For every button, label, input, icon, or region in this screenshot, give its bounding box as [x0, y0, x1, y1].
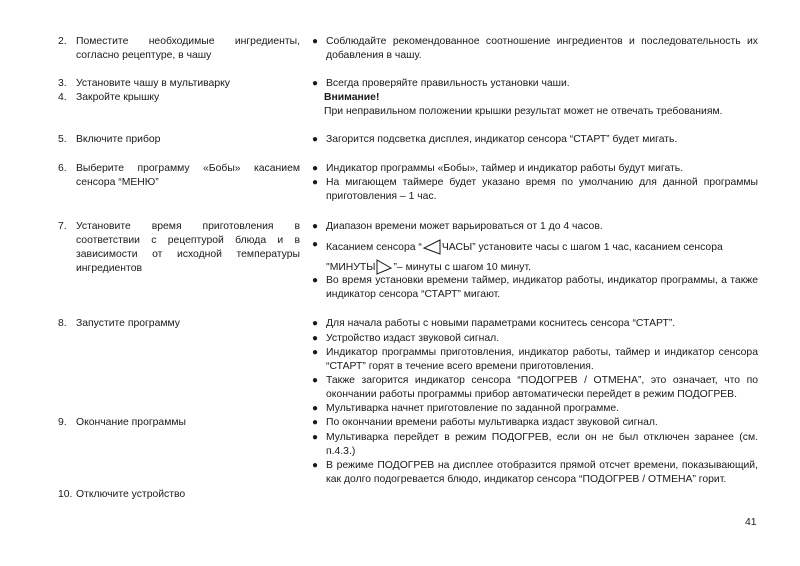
note-keep-warm-mode	[312, 431, 758, 459]
note-text: На мигающем таймере будет указано время по умолчанию для данной программы приготовления – 1 час.	[326, 177, 758, 202]
bullet-icon: ●	[312, 460, 319, 471]
bullet-icon: ●	[312, 275, 319, 286]
note-text-part: Касанием сенсора “	[326, 242, 422, 253]
note-display	[312, 133, 758, 147]
step-2	[58, 35, 300, 63]
bullet-icon: ●	[312, 333, 319, 344]
bullet-icon: ●	[312, 417, 319, 428]
note-text: Устройство издаст звуковой сигнал.	[326, 333, 500, 344]
step-6	[58, 162, 300, 190]
note-keep-warm-indicator	[312, 374, 758, 402]
note-bowl-check	[312, 77, 758, 91]
note-keep-warm-timer	[312, 459, 758, 487]
note-text: Индикатор программы «Бобы», таймер и индикатор работы будут мигать.	[326, 163, 684, 174]
note-beep	[312, 332, 758, 346]
page-number: 41	[745, 517, 757, 528]
note-text-part: "МИНУТЫ	[326, 262, 376, 273]
note-hours-minutes	[312, 238, 758, 278]
step-text: Окончание программы	[76, 417, 186, 428]
bullet-icon: ●	[312, 403, 319, 414]
step-text: Установите время приготовления в соответствии с рецептурой блюда и в зависимости от исходной температуры ингредиентов	[76, 221, 300, 274]
note-indicators-on	[312, 346, 758, 374]
note-setting-blink	[312, 274, 758, 302]
note-text-part: ЧАСЫ” установите часы с шагом 1 час, касанием сенсора	[441, 242, 723, 253]
step-text: Выберите программу «Бобы» касанием сенсора “МЕНЮ”	[76, 163, 300, 188]
step-number: 8.	[58, 318, 67, 329]
step-4	[58, 91, 300, 105]
step-number: 7.	[58, 221, 67, 232]
step-number: 2.	[58, 36, 67, 47]
step-number: 3.	[58, 78, 67, 89]
note-ingredients	[312, 35, 758, 63]
note-text: Диапазон времени может варьироваться от 1 до 4 часов.	[326, 221, 603, 232]
note-text: По окончании времени работы мультиварка издаст звуковой сигнал.	[326, 417, 658, 428]
bullet-icon: ●	[312, 347, 319, 358]
bullet-icon: ●	[312, 134, 319, 145]
bullet-icon: ●	[312, 432, 319, 443]
note-cooking-starts	[312, 402, 758, 416]
triangle-left-icon	[422, 239, 442, 255]
step-number: 10.	[58, 489, 73, 500]
step-number: 6.	[58, 163, 67, 174]
note-text-part: ”– минуты с шагом 10 минут.	[393, 262, 531, 273]
bullet-icon: ●	[312, 177, 319, 188]
note-time-range	[312, 220, 758, 234]
note-text: Мультиварка перейдет в режим ПОДОГРЕВ, если он не был отключен заранее (см. п.4.3.)	[326, 432, 758, 457]
step-number: 5.	[58, 134, 67, 145]
note-text: Индикатор программы приготовления, индикатор работы, таймер и индикатор сенсора “СТАРТ” горят в течение всего времени приготовления.	[326, 347, 758, 372]
step-8	[58, 317, 300, 331]
note-text: Всегда проверяйте правильность установки чаши.	[326, 78, 570, 89]
step-text: Поместите необходимые ингредиенты, согласно рецептуре, в чашу	[76, 36, 300, 61]
note-text: В режиме ПОДОГРЕВ на дисплее отобразится прямой отсчет времени, показывающий, как долго подогревается блюдо, индикатор сенсора “ПОДОГРЕВ / ОТМЕНА” горит.	[326, 460, 758, 485]
bullet-icon: ●	[312, 318, 319, 329]
bullet-icon: ●	[312, 36, 319, 47]
note-default-time	[312, 176, 758, 204]
bullet-icon: ●	[312, 221, 319, 232]
note-end-beep	[312, 416, 758, 430]
warning-text: При неправильном положении крышки результат может не отвечать требованиям.	[324, 106, 723, 117]
step-5	[58, 133, 300, 147]
step-text: Закройте крышку	[76, 92, 160, 103]
note-start	[312, 317, 758, 331]
bullet-icon: ●	[312, 239, 319, 250]
bullet-icon: ●	[312, 78, 319, 89]
step-text: Включите прибор	[76, 134, 161, 145]
note-text: Во время установки времени таймер, индикатор работы, индикатор программы, а также индикатор сенсора “СТАРТ” мигают.	[326, 275, 758, 300]
step-text: Запустите программу	[76, 318, 180, 329]
warning-title: Внимание!	[324, 92, 380, 103]
step-number: 9.	[58, 417, 67, 428]
note-text: Также загорится индикатор сенсора “ПОДОГРЕВ / ОТМЕНА”, это означает, что по окончании работы программы прибор автоматически перейдет в режим ПОДОГРЕВ.	[326, 375, 758, 400]
step-9	[58, 416, 300, 430]
step-7	[58, 220, 300, 276]
step-text: Установите чашу в мультиварку	[76, 78, 230, 89]
bullet-icon: ●	[312, 375, 319, 386]
step-number: 4.	[58, 92, 67, 103]
note-beans-indicator	[312, 162, 758, 176]
triangle-right-icon	[375, 259, 393, 275]
note-text: Загорится подсветка дисплея, индикатор сенсора “СТАРТ” будет мигать.	[326, 134, 678, 145]
note-text: Соблюдайте рекомендованное соотношение ингредиентов и последовательность их добавления в чашу.	[326, 36, 758, 61]
note-text	[326, 238, 758, 278]
step-text: Отключите устройство	[76, 489, 186, 500]
bullet-icon: ●	[312, 163, 319, 174]
step-3	[58, 77, 300, 91]
note-text: Мультиварка начнет приготовление по заданной программе.	[326, 403, 620, 414]
note-text: Для начала работы с новыми параметрами коснитесь сенсора “СТАРТ”.	[326, 318, 676, 329]
step-10	[58, 488, 300, 502]
